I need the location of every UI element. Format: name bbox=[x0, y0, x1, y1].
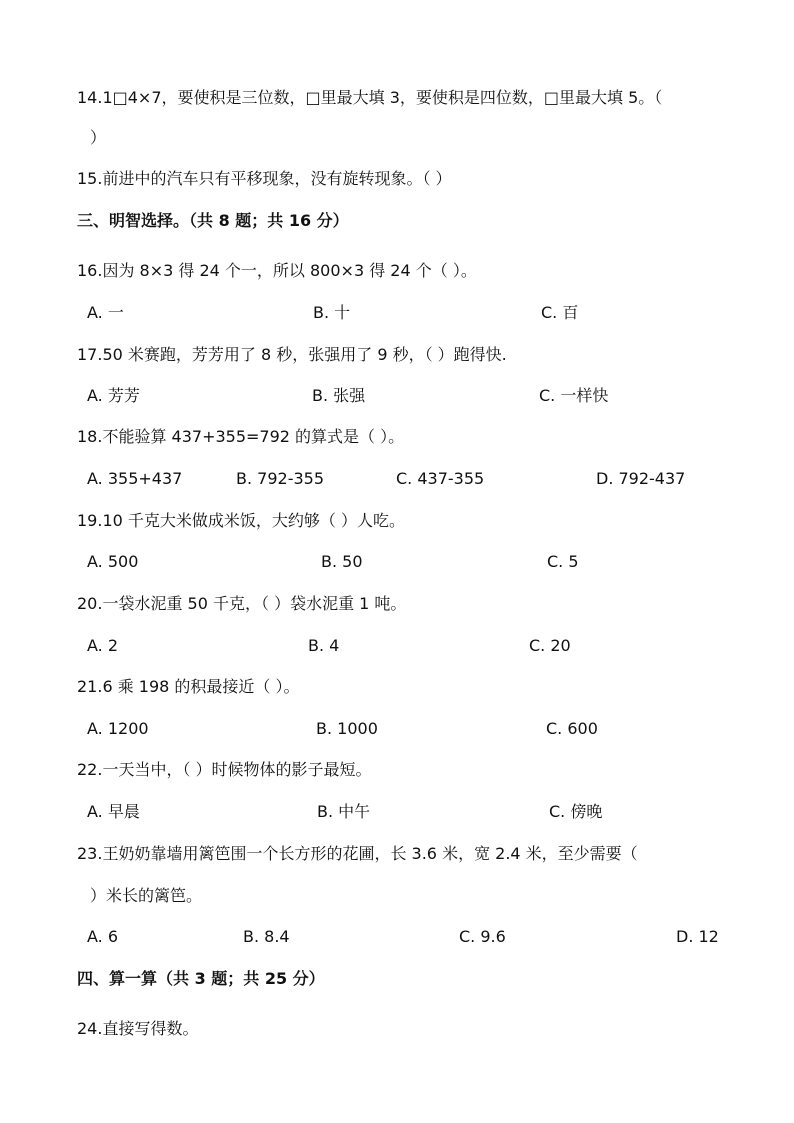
q20-text: 20.一袋水泥重 50 千克，（ ）袋水泥重 1 吨。 bbox=[77, 594, 407, 613]
q18-text: 18.不能验算 437+355=792 的算式是（ ）。 bbox=[77, 427, 405, 446]
section3-title: 三、明智选择。（共 8 题；共 16 分） bbox=[77, 211, 349, 230]
q16-option-a: A. 一 bbox=[87, 303, 124, 322]
q22-text: 22.一天当中，（ ）时候物体的影子最短。 bbox=[77, 760, 372, 779]
q14-line1: 14.1□4×7，要使积是三位数，□里最大填 3，要使积是四位数，□里最大填 5。（ bbox=[77, 88, 663, 107]
q21-option-c: C. 600 bbox=[546, 719, 598, 738]
q16-text: 16.因为 8×3 得 24 个一，所以 800×3 得 24 个（ ）。 bbox=[77, 261, 477, 280]
q18-option-d: D. 792-437 bbox=[596, 469, 686, 488]
q19-option-a: A. 500 bbox=[87, 552, 139, 571]
q20-option-c: C. 20 bbox=[529, 636, 571, 655]
q22-option-a: A. 早晨 bbox=[87, 802, 140, 821]
section4-title: 四、算一算（共 3 题；共 25 分） bbox=[77, 969, 325, 988]
q21-option-b: B. 1000 bbox=[316, 719, 378, 738]
q18-option-a: A. 355+437 bbox=[87, 469, 183, 488]
q23-option-a: A. 6 bbox=[87, 927, 119, 946]
q15-text: 15.前进中的汽车只有平移现象，没有旋转现象。（ ） bbox=[77, 169, 452, 188]
q16-option-b: B. 十 bbox=[313, 303, 351, 322]
q21-text: 21.6 乘 198 的积最接近（ ）。 bbox=[77, 677, 300, 696]
q23-option-b: B. 8.4 bbox=[243, 927, 290, 946]
q19-option-c: C. 5 bbox=[547, 552, 579, 571]
q22-option-c: C. 傍晚 bbox=[549, 802, 603, 821]
q17-option-c: C. 一样快 bbox=[539, 386, 609, 405]
q19-text: 19.10 千克大米做成米饭，大约够（ ）人吃。 bbox=[77, 511, 405, 530]
q21-option-a: A. 1200 bbox=[87, 719, 149, 738]
q16-option-c: C. 百 bbox=[541, 303, 579, 322]
q19-option-b: B. 50 bbox=[321, 552, 363, 571]
q24-text: 24.直接写得数。 bbox=[77, 1019, 199, 1038]
q14-line2: ） bbox=[90, 128, 107, 147]
q23-option-c: C. 9.6 bbox=[459, 927, 506, 946]
q20-option-a: A. 2 bbox=[87, 636, 119, 655]
q17-option-a: A. 芳芳 bbox=[87, 386, 140, 405]
q18-option-b: B. 792-355 bbox=[236, 469, 324, 488]
q23-option-d: D. 12 bbox=[676, 927, 719, 946]
q20-option-b: B. 4 bbox=[308, 636, 340, 655]
q17-option-b: B. 张强 bbox=[312, 386, 366, 405]
q18-option-c: C. 437-355 bbox=[396, 469, 485, 488]
q17-text: 17.50 米赛跑，芳芳用了 8 秒，张强用了 9 秒，（ ）跑得快. bbox=[77, 345, 507, 364]
q22-option-b: B. 中午 bbox=[317, 802, 371, 821]
q23-line2: ）米长的篱笆。 bbox=[90, 886, 203, 905]
q23-line1: 23.王奶奶靠墙用篱笆围一个长方形的花圃，长 3.6 米，宽 2.4 米，至少需要（ bbox=[77, 844, 638, 863]
